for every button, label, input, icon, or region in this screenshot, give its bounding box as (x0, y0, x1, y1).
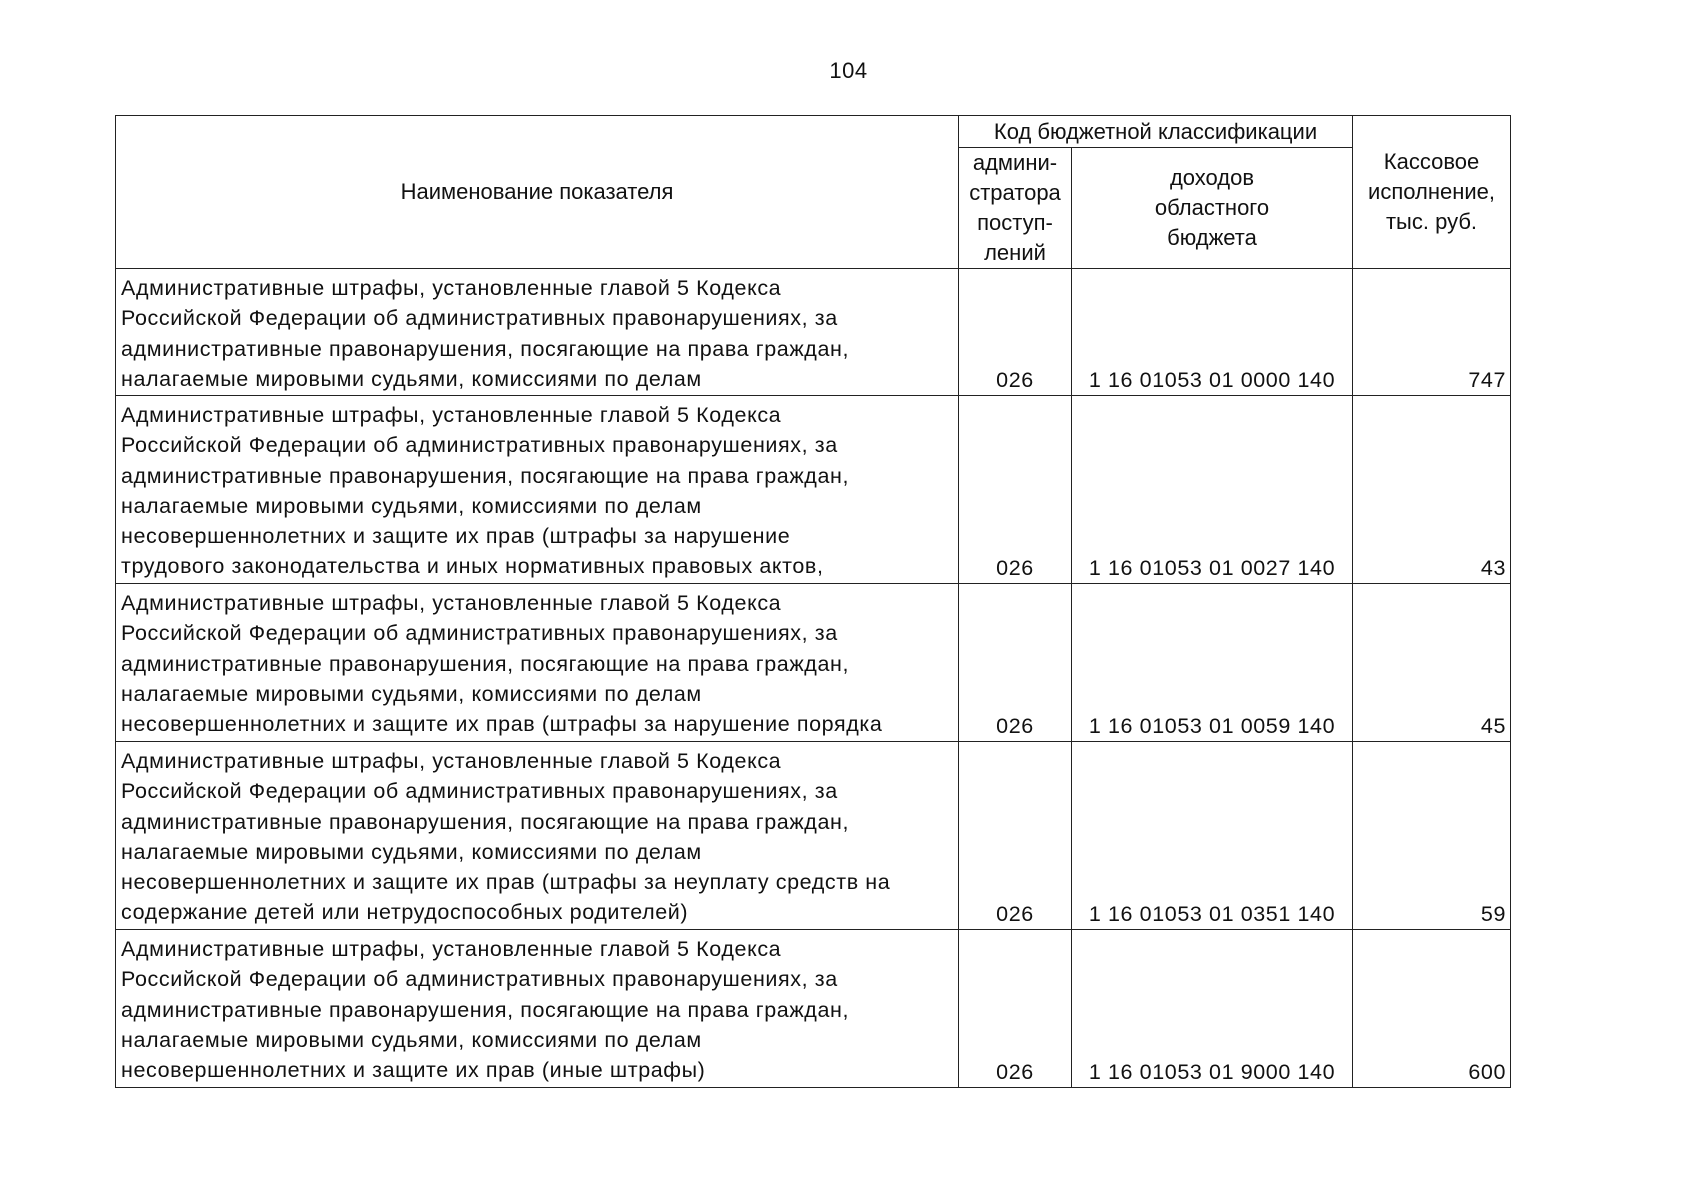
table-row (116, 396, 1511, 584)
row-name-line: трудового законодательства и иных нормативных правовых актов, (121, 554, 824, 579)
row-admin-code: 026 (959, 584, 1072, 742)
row-name (116, 269, 959, 396)
row-name-line: несовершеннолетних и защите их прав (штрафы за нарушение (121, 524, 791, 549)
row-name-line: административные правонарушения, посягающие на права граждан, (121, 336, 850, 361)
row-name-line: Российской Федерации об административных правонарушениях, за (121, 433, 838, 458)
row-name-line: налагаемые мировыми судьями, комиссиями по делам (121, 1027, 702, 1052)
row-name-line: Административные штрафы, установленные главой 5 Кодекса (121, 937, 782, 961)
header-name: Наименование показателя (116, 116, 959, 269)
row-amount: 43 (1353, 396, 1511, 584)
row-name-line: налагаемые мировыми судьями, комиссиями по делам (121, 493, 702, 518)
header-income-line: бюджета (1167, 225, 1257, 250)
header-amount-line: исполнение, (1368, 179, 1495, 204)
header-income-line: доходов (1169, 165, 1255, 190)
header-admin (959, 148, 1072, 269)
row-name-line: административные правонарушения, посягающие на права граждан, (121, 463, 850, 488)
row-income-code: 1 16 01053 01 0351 140 (1072, 742, 1353, 930)
row-name (116, 742, 959, 930)
page-number: 104 (829, 58, 868, 83)
row-amount: 59 (1353, 742, 1511, 930)
budget-table (115, 115, 1511, 1088)
row-name-line: Административные штрафы, установленные главой 5 Кодекса (121, 403, 782, 427)
row-name-line: Российской Федерации об административных правонарушениях, за (121, 967, 838, 992)
row-income-code: 1 16 01053 01 9000 140 (1072, 930, 1353, 1088)
table-row (116, 742, 1511, 930)
row-amount: 45 (1353, 584, 1511, 742)
table-row (116, 930, 1511, 1088)
row-name-line: Административные штрафы, установленные главой 5 Кодекса (121, 749, 782, 773)
row-name-line: административные правонарушения, посягающие на права граждан, (121, 997, 850, 1022)
row-name-line: несовершеннолетних и защите их прав (штрафы за нарушение порядка (121, 712, 883, 737)
row-income-code: 1 16 01053 01 0027 140 (1072, 396, 1353, 584)
header-amount-line: тыс. руб. (1385, 209, 1478, 234)
row-name-line: административные правонарушения, посягающие на права граждан, (121, 651, 850, 676)
row-admin-code: 026 (959, 930, 1072, 1088)
row-name-line: налагаемые мировыми судьями, комиссиями по делам (121, 839, 702, 864)
row-amount: 747 (1353, 269, 1511, 396)
row-name (116, 584, 959, 742)
header-code-group: Код бюджетной классификации (959, 116, 1353, 148)
row-name-line: административные правонарушения, посягающие на права граждан, (121, 809, 850, 834)
header-admin-line: стратора (969, 180, 1061, 205)
row-admin-code: 026 (959, 742, 1072, 930)
table-row (116, 269, 1511, 396)
row-income-code: 1 16 01053 01 0000 140 (1072, 269, 1353, 396)
row-name-line: несовершеннолетних и защите их прав (иные штрафы) (121, 1058, 706, 1083)
header-admin-line: админи- (972, 150, 1058, 175)
header-amount-line: Кассовое (1383, 149, 1480, 174)
row-name-line: Административные штрафы, установленные главой 5 Кодекса (121, 591, 782, 615)
row-name-line: Российской Федерации об административных правонарушениях, за (121, 621, 838, 646)
row-name-line: несовершеннолетних и защите их прав (штрафы за неуплату средств на (121, 870, 891, 895)
row-name-line: Российской Федерации об административных правонарушениях, за (121, 306, 838, 331)
row-name (116, 930, 959, 1088)
header-amount (1353, 116, 1511, 269)
row-name (116, 396, 959, 584)
header-admin-line: лений (984, 240, 1046, 265)
header-income (1072, 148, 1353, 269)
row-name-line: содержание детей или нетрудоспособных родителей) (121, 900, 689, 925)
header-income-line: областного (1154, 195, 1270, 220)
row-name-line: Административные штрафы, установленные главой 5 Кодекса (121, 276, 782, 300)
row-admin-code: 026 (959, 396, 1072, 584)
header-admin-line: поступ- (977, 210, 1053, 235)
row-name-line: Российской Федерации об административных правонарушениях, за (121, 779, 838, 804)
table-row (116, 584, 1511, 742)
row-name-line: налагаемые мировыми судьями, комиссиями по делам (121, 366, 702, 391)
row-admin-code: 026 (959, 269, 1072, 396)
row-amount: 600 (1353, 930, 1511, 1088)
row-income-code: 1 16 01053 01 0059 140 (1072, 584, 1353, 742)
row-name-line: налагаемые мировыми судьями, комиссиями по делам (121, 681, 702, 706)
